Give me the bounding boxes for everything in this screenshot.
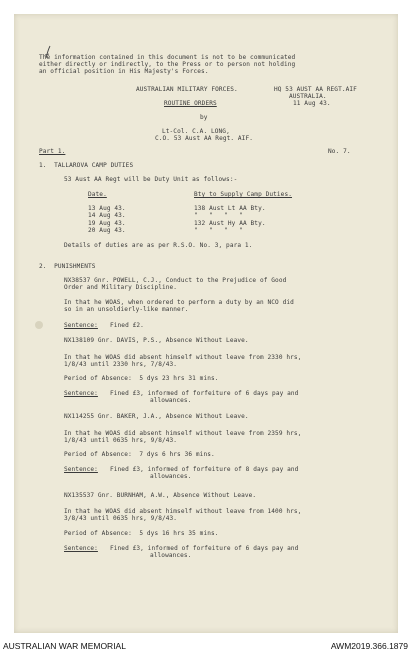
punishment-2-period: Period of Absence: 5 dys 23 hrs 31 mins.: [64, 375, 219, 382]
punishment-2-detail: In that he WOAS did absent himself without leave from 2330 hrs,: [64, 354, 302, 361]
punishment-1-detail: In that he WOAS, when ordered to perform a duty by an NCO did: [64, 299, 294, 306]
section-1-title: 1. TALLAROVA CAMP DUTIES: [39, 162, 134, 169]
punishment-4-period: Period of Absence: 5 dys 16 hrs 35 mins.: [64, 530, 219, 537]
punishment-3-sentence-label: Sentence:: [64, 466, 98, 473]
punch-hole: [35, 321, 43, 329]
punishment-2-charge: NX138109 Gnr. DAVIS, P.S., Absence Without Leave.: [64, 337, 249, 344]
punishment-4-detail-cont: 3/8/43 until 0635 hrs, 9/8/43.: [64, 515, 178, 522]
punishment-1-detail-cont: so in an unsoldierly-like manner.: [64, 306, 189, 313]
section-1-details: Details of duties are as per R.S.O. No. 3, para 1.: [64, 242, 253, 249]
officer-title: C.O. 53 Aust AA Regt. AIF.: [155, 135, 253, 142]
duty-header-bty: Bty to Supply Camp Duties.: [194, 191, 292, 198]
punishment-4-sentence-cont: allowances.: [150, 552, 192, 559]
punishment-2-sentence-label: Sentence:: [64, 390, 98, 397]
duty-row-date: 14 Aug 43.: [88, 212, 126, 219]
notice-line-2: either directly or indirectly, to the Press or to person not holding: [39, 61, 296, 68]
notice-line-3: an official position in His Majesty's Forces.: [39, 68, 209, 75]
duty-row-date: 13 Aug 43.: [88, 205, 126, 212]
notice-line-1: The information contained in this document is not to be communicated: [39, 54, 296, 61]
duty-row-bty: 138 Aust Lt AA Bty.: [194, 205, 266, 212]
punishment-3-detail-cont: 1/8/43 until 0635 hrs, 9/8/43.: [64, 437, 178, 444]
footer-record-id: AWM2019.366.1879: [330, 641, 408, 651]
duty-row-bty: 132 Aust Hy AA Bty.: [194, 220, 266, 227]
punishment-4-sentence: Fined £3, informed of forfeiture of 6 days pay and: [110, 545, 299, 552]
duty-row-date: 19 Aug 43.: [88, 220, 126, 227]
section-2-title: 2. PUNISHMENTS: [39, 263, 96, 270]
punishment-4-detail: In that he WOAS did absent himself without leave from 1400 hrs,: [64, 508, 302, 515]
punishment-3-period: Period of Absence: 7 dys 6 hrs 36 mins.: [64, 451, 215, 458]
order-number: No. 7.: [328, 148, 351, 155]
punishment-1-charge-cont: Order and Military Discipline.: [64, 284, 178, 291]
duty-header-date: Date.: [88, 191, 107, 198]
punishment-3-detail: In that he WOAS did absent himself without leave from 2359 hrs,: [64, 430, 302, 437]
by-label: by: [200, 114, 208, 121]
footer-archive-name: AUSTRALIAN WAR MEMORIAL: [3, 641, 126, 651]
punishment-2-sentence: Fined £3, informed of forfeiture of 6 days pay and: [110, 390, 299, 397]
punishment-1-sentence: Fined £2.: [110, 322, 144, 329]
punishment-2-detail-cont: 1/8/43 until 2330 hrs, 7/8/43.: [64, 361, 178, 368]
punishment-3-charge: NX114255 Gnr. BAKER, J.A., Absence Without Leave.: [64, 413, 249, 420]
document-page: [14, 14, 398, 633]
officer-name: Lt-Col. C.A. LONG,: [162, 128, 230, 135]
punishment-3-sentence: Fined £3, informed of forfeiture of 8 days pay and: [110, 466, 299, 473]
page-title: ROUTINE ORDERS: [164, 100, 217, 107]
duty-row-bty: " " " ": [194, 227, 243, 234]
punishment-1-sentence-label: Sentence:: [64, 322, 98, 329]
punishment-3-sentence-cont: allowances.: [150, 473, 192, 480]
hq-name: HQ 53 AUST AA REGT.AIF: [274, 86, 357, 93]
punishment-2-sentence-cont: allowances.: [150, 397, 192, 404]
duty-row-bty: " " " ": [194, 212, 243, 219]
punishment-4-sentence-label: Sentence:: [64, 545, 98, 552]
punishment-4-charge: NX135537 Gnr. BURNHAM, A.W., Absence Without Leave.: [64, 492, 257, 499]
location: AUSTRALIA.: [289, 93, 327, 100]
part-label: Part 1.: [39, 148, 66, 155]
duty-row-date: 20 Aug 43.: [88, 227, 126, 234]
section-1-intro: 53 Aust AA Regt will be Duty Unit as follows:-: [64, 176, 238, 183]
punishment-1-charge: NX38537 Gnr. POWELL, C.J., Conduct to the Prejudice of Good: [64, 277, 287, 284]
org-name: AUSTRALIAN MILITARY FORCES.: [136, 86, 238, 93]
order-date: 11 Aug 43.: [293, 100, 331, 107]
